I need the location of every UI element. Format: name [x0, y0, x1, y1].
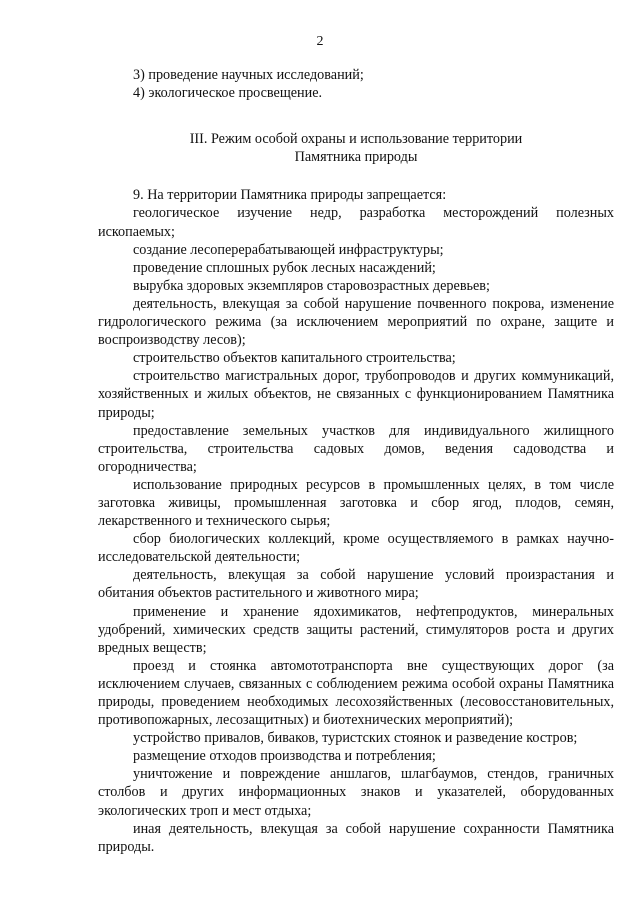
clause-intro: 9. На территории Памятника природы запрещается: — [133, 187, 447, 204]
section-heading — [98, 130, 614, 166]
prohibition-item: устройство привалов, биваков, туристских стоянок и разведение костров; — [133, 730, 578, 747]
prohibition-item: проведение сплошных рубок лесных насаждений; — [133, 259, 436, 276]
prohibition-item: применение и хранение ядохимикатов, нефтепродуктов, минеральных удобрений, химических средств защиты растений, стимуляторов роста и других вредных веществ; — [98, 603, 614, 656]
section-heading-line: Памятника природы — [294, 149, 418, 166]
prohibition-item: размещение отходов производства и потребления; — [133, 748, 436, 765]
list-item: 4) экологическое просвещение. — [133, 85, 323, 102]
prohibition-item: геологическое изучение недр, разработка месторождений полезных ископаемых; — [98, 205, 614, 240]
prohibition-item: создание лесоперерабатывающей инфраструктуры; — [133, 241, 444, 258]
document-body — [98, 66, 614, 856]
list-item: 3) проведение научных исследований; — [133, 67, 364, 83]
prohibition-item: деятельность, влекущая за собой нарушение почвенного покрова, изменение гидрологического режима (за исключением мероприятий по охране, защите и воспроизводству лесов); — [98, 295, 614, 349]
section-heading-line: III. Режим особой охраны и использование территории — [189, 131, 523, 148]
prohibition-item: сбор биологических коллекций, кроме осуществляемого в рамках научно-исследовательской деятельности; — [98, 531, 614, 566]
prohibition-item: использование природных ресурсов в промышленных целях, в том числе заготовка живицы, промышленная заготовка и сбор ягод, плодов, семян, лекарственного и технического сырья; — [98, 476, 614, 530]
prohibition-item: уничтожение и повреждение аншлагов, шлагбаумов, стендов, граничных столбов и других информационных знаков и указателей, оборудованных экологических троп и мест отдыха; — [98, 766, 614, 819]
prohibition-item: строительство магистральных дорог, трубопроводов и других коммуникаций, хозяйственных и жилых объектов, не связанных с функционированием Памятника природы; — [98, 368, 614, 421]
prohibition-item: проезд и стоянка автомототранспорта вне существующих дорог (за исключением случаев, связанных с соблюдением режима особой охраны Памятника природы, проведением необходимых лесохозяйственных (лесовосстановительных, противопожарных, лесозащитных) и биотехнических мероприятий); — [98, 657, 614, 729]
prohibition-item: иная деятельность, влекущая за собой нарушение сохранности Памятника природы. — [98, 820, 614, 855]
prohibition-item: строительство объектов капитального строительства; — [133, 350, 456, 367]
prohibition-item: деятельность, влекущая за собой нарушение условий произрастания и обитания объектов растительного и животного мира; — [98, 567, 614, 602]
prohibition-list — [98, 204, 614, 855]
page-number: 2 — [316, 34, 324, 49]
prohibition-item: вырубка здоровых экземпляров старовозрастных деревьев; — [133, 277, 490, 294]
prohibition-item: предоставление земельных участков для индивидуального жилищного строительства, строительства садовых домов, ведения садоводства и огородничества; — [98, 422, 614, 475]
